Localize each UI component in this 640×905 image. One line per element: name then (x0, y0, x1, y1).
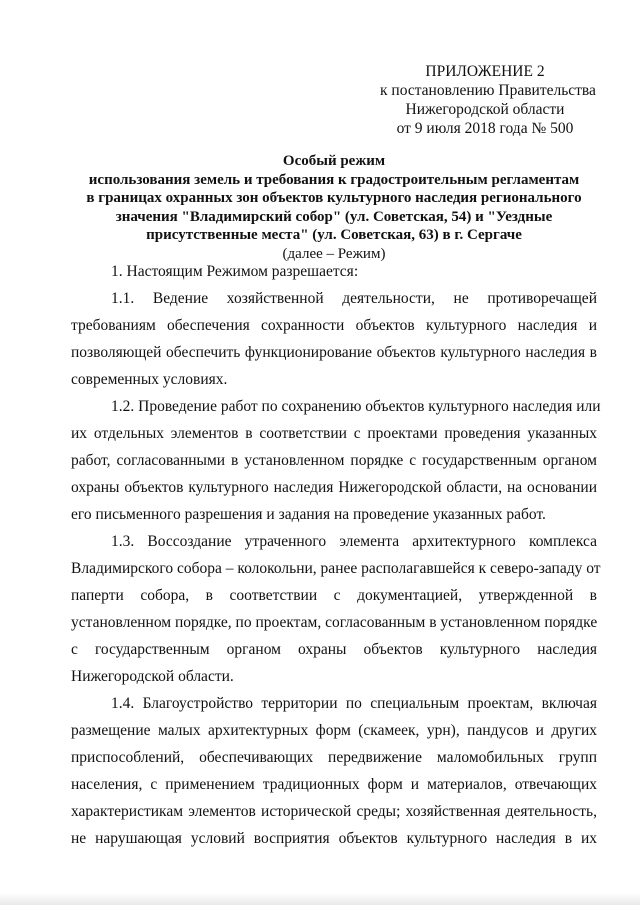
paragraph-line: не нарушающая условий восприятия объектов культурного наследия в их (71, 830, 597, 847)
title-line: присутственные места" (ул. Советская, 63) в г. Сергаче (146, 227, 522, 243)
paragraph-line: установленном порядке, по проектам, согласованным в установленном порядке (71, 614, 598, 631)
paragraph-line: его письменного разрешения и задания на проведение указанных работ. (71, 506, 546, 523)
section-heading: 1. Настоящим Режимом разрешается: (111, 263, 359, 280)
paragraph-line: Владимирского собора – колокольни, ранее располагавшейся к северо-западу от (71, 560, 601, 577)
appendix-reference: к постановлению Правительства (380, 82, 596, 99)
title-line: значения "Владимирский собор" (ул. Советская, 54) и "Уездные (115, 208, 553, 225)
appendix-date: от 9 июля 2018 года № 500 (396, 120, 574, 137)
appendix-number: ПРИЛОЖЕНИЕ 2 (425, 63, 545, 80)
title-note: (далее – Режим) (282, 245, 386, 262)
paragraph-line: населения, с применением традиционных форм и материалов, отвечающих (71, 776, 597, 793)
paragraph-line: 1.1. Ведение хозяйственной деятельности, не противоречащей (111, 290, 597, 307)
paragraph-line: охраны объектов культурного наследия Нижегородской области, на основании (71, 479, 597, 496)
paragraph-line: современных условиях. (71, 371, 228, 388)
paragraph-line: работ, согласованными в установленном порядке с государственным органом (71, 452, 597, 469)
paragraph-1-2 (71, 393, 601, 528)
paragraph-1-4 (71, 690, 597, 852)
document-body (71, 258, 601, 852)
paragraph-1-3 (71, 528, 601, 690)
paragraph-line: 1.3. Воссоздание утраченного элемента архитектурного комплекса (111, 533, 597, 550)
paragraph-line: приспособлений, обеспечивающих передвижение маломобильных групп (71, 749, 597, 766)
paragraph-line: требованиям обеспечения сохранности объектов культурного наследия и (71, 317, 597, 334)
title-line: использования земель и требования к градостроительным регламентам (88, 171, 580, 188)
title-line: в границах охранных зон объектов культурного наследия регионального (86, 190, 582, 206)
paragraph-line: их отдельных элементов в соответствии с проектами проведения указанных (71, 425, 597, 442)
paragraph-line: позволяющей обеспечить функционирование объектов культурного наследия в (71, 344, 597, 361)
paragraph-line: 1.2. Проведение работ по сохранению объектов культурного наследия или (111, 398, 601, 415)
page-edge-shadow (0, 893, 640, 905)
paragraph-line: с государственным органом охраны объектов культурного наследия (71, 641, 597, 658)
paragraph-line: характеристикам элементов исторической среды; хозяйственная деятельность, (71, 803, 597, 820)
paragraph-line: 1.4. Благоустройство территории по специальным проектам, включая (111, 695, 597, 712)
appendix-header (380, 62, 596, 138)
paragraph-line: Нижегородской области. (71, 668, 234, 685)
paragraph-line: паперти собора, в соответствии с документацией, утвержденной в (71, 587, 597, 604)
document-title (70, 152, 598, 263)
paragraph-line: размещение малых архитектурных форм (скамеек, урн), пандусов и других (71, 722, 597, 739)
appendix-region: Нижегородской области (405, 101, 565, 118)
paragraph-1-1 (71, 285, 597, 393)
title-line: Особый режим (282, 153, 386, 169)
